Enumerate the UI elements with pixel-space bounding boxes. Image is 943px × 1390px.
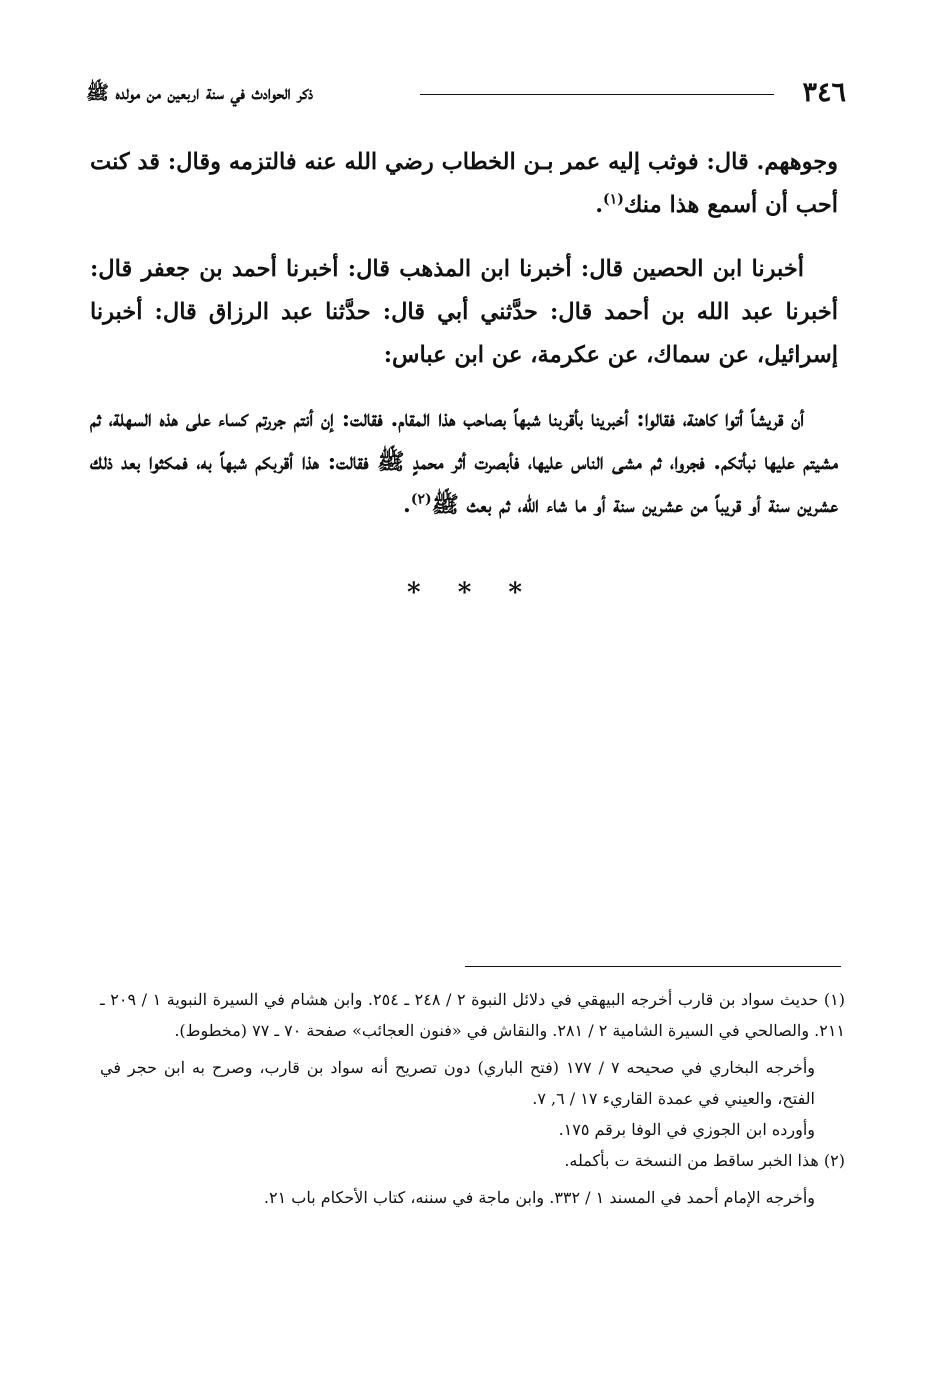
footnote-1: (١) حديث سواد بن قارب أخرجه البيهقي في دلائل النبوة ٢ / ٢٤٨ ـ ٢٥٤. وابن هشام في السيرة النبوية ١ / ٢٠٩ ـ ٢١١. والصالحي في السيرة الشامية ٢ / ٢٨١. والنقاش في «فنون العجائب» صفحة ٧٠ ـ ٧٧ (مخطوط). [100, 990, 845, 1040]
paragraph-1-text: وجوههم. قال: فوثب إليه عمر بـن الخطاب رضي الله عنه فالتزمه وقال: قد كنت أحب أن أسمع هذا منك [90, 149, 838, 218]
main-text [90, 141, 838, 527]
footnote-rule [465, 966, 841, 967]
footnotes [100, 984, 845, 1213]
paragraph-3 [90, 398, 838, 527]
footnote-1-continued: وأخرجه البخاري في صحيحه ٧ / ١٧٧ (فتح الباري) دون تصريح أنه سواد بن قارب، وصرح به ابن حجر في الفتح، والعيني في عمدة القاريء ١٧ / ٦, ٧. [100, 1058, 816, 1108]
page-number: ٣٤٦ [802, 77, 846, 108]
footnote-2-continued: وأخرجه الإمام أحمد في المسند ١ / ٣٣٢. وابن ماجة في سننه، كتاب الأحكام باب ٢١. [263, 1188, 815, 1207]
paragraph-1 [90, 141, 838, 227]
section-separator: * * * [407, 578, 536, 608]
footnote-2: (٢) هذا الخبر ساقط من النسخة ت بأكمله. [564, 1151, 845, 1170]
page-header [86, 76, 846, 110]
running-title: ذكر الحوادث في سنة اربعين من مولده ﷺ [86, 82, 314, 104]
header-rule [420, 94, 774, 95]
footnote-ref-1: (١) [603, 191, 624, 208]
footnote-1-addendum: وأورده ابن الجوزي في الوفا برقم ١٧٥. [558, 1120, 815, 1139]
paragraph-3-end: . [403, 492, 411, 518]
paragraph-1-end: . [595, 192, 604, 218]
paragraph-3-text: أن قريشاً أتوا كاهنة، فقالوا: أخبرينا بأقربنا شبهاً بصاحب هذا المقام. فقالت: إن أنتم جررتم كساء على هذه السهلة، ثم مشيتم عليها نبأتكم. فجروا، ثم مشى الناس عليها، فأبصرت أثر محمدٍ ﷺ فقالت: هذا أقربكم شبهاً به، فمكثوا بعد ذلك عشرين سنة أو قريباً من عشرين سنة أو ما شاء الله، ثم بعث ﷺ [90, 406, 838, 518]
paragraph-2-text: أخبرنا ابن الحصين قال: أخبرنا ابن المذهب قال: أخبرنا أحمد بن جعفر قال: أخبرنا عبد الله بن أحمد قال: حدَّثني أبي قال: حدَّثنا عبد الرزاق قال: أخبرنا إسرائيل، عن سماك، عن عكرمة، عن ابن عباس: [90, 256, 838, 368]
footnote-ref-2: (٢) [410, 491, 432, 508]
paragraph-2 [90, 248, 838, 377]
